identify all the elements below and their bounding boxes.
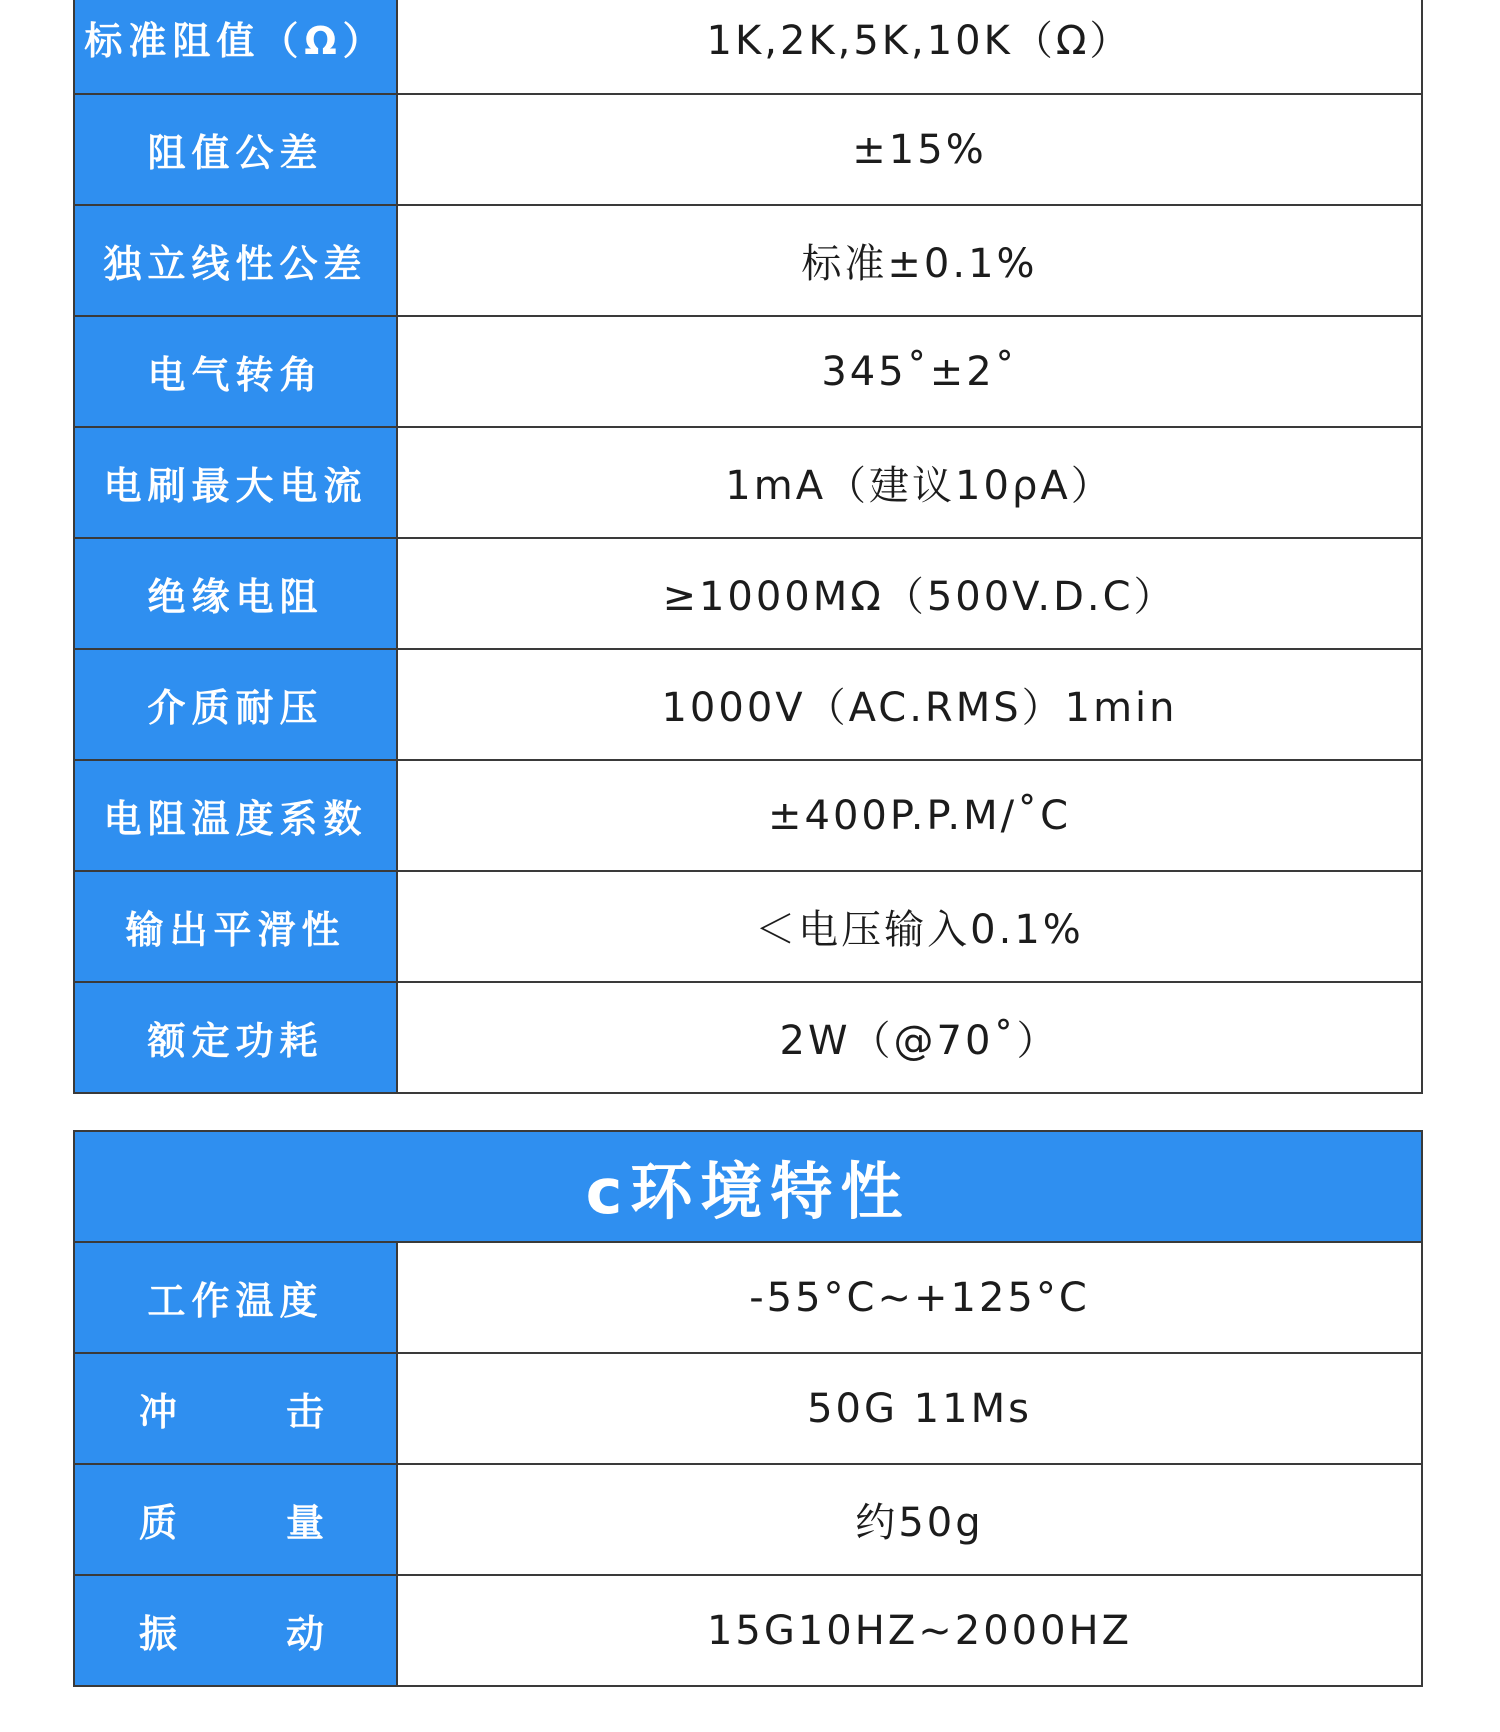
- row-label: [75, 1465, 398, 1574]
- table-row: [75, 426, 1421, 537]
- table-row: [75, 1352, 1421, 1463]
- electrical-spec-table: [73, 0, 1423, 1094]
- row-value: 15G10HZ~2000HZ: [706, 1607, 1133, 1654]
- row-label: 输出平滑性: [75, 872, 398, 981]
- row-value: ±400P.P.M/˚C: [768, 792, 1071, 839]
- row-label: 标准阻值（Ω）: [75, 0, 398, 93]
- row-label: 电阻温度系数: [75, 761, 398, 870]
- row-label-left: 质: [139, 1501, 178, 1545]
- row-label-right: 动: [285, 1612, 324, 1656]
- row-value: -55°C~+125°C: [749, 1274, 1090, 1321]
- table-row: [75, 759, 1421, 870]
- row-label: 工作温度: [75, 1243, 398, 1352]
- row-value: 1mA（建议10ρA）: [725, 463, 1114, 509]
- table-row: [75, 537, 1421, 648]
- row-label: 阻值公差: [75, 95, 398, 204]
- row-label-right: 击: [285, 1390, 324, 1434]
- row-label-left: 振: [139, 1612, 178, 1656]
- row-label-right: 量: [285, 1501, 324, 1545]
- table-row: [75, 315, 1421, 426]
- row-label: 介质耐压: [75, 650, 398, 759]
- row-label: 绝缘电阻: [75, 539, 398, 648]
- row-label: 电气转角: [75, 317, 398, 426]
- environment-spec-table: [73, 1130, 1423, 1687]
- row-value: 标准±0.1%: [801, 241, 1038, 287]
- row-value: ＜电压输入0.1%: [755, 907, 1084, 953]
- table-row: [75, 0, 1421, 93]
- table-row: [75, 1463, 1421, 1574]
- row-label: 电刷最大电流: [75, 428, 398, 537]
- row-value: ≥1000MΩ（500V.D.C）: [662, 574, 1177, 620]
- table-row: [75, 204, 1421, 315]
- table-row: [75, 870, 1421, 981]
- row-value: 345˚±2˚: [821, 348, 1018, 395]
- row-label-left: 冲: [139, 1390, 178, 1434]
- row-value: 1K,2K,5K,10K（Ω）: [706, 18, 1133, 64]
- row-label: 额定功耗: [75, 983, 398, 1092]
- row-value: 2W（@70˚）: [779, 1018, 1060, 1064]
- row-value: 1000V（AC.RMS）1min: [661, 685, 1178, 731]
- row-value: ±15%: [852, 126, 987, 173]
- row-label: [75, 1354, 398, 1463]
- row-value: 50G 11Ms: [807, 1385, 1032, 1432]
- table-row: [75, 1574, 1421, 1685]
- section-title: c环境特性: [75, 1132, 1421, 1241]
- table-row: [75, 1241, 1421, 1352]
- table-row: [75, 648, 1421, 759]
- row-label: [75, 1576, 398, 1685]
- table-row: [75, 981, 1421, 1092]
- row-label: 独立线性公差: [75, 206, 398, 315]
- table-row: [75, 93, 1421, 204]
- row-value: 约50g: [855, 1500, 984, 1546]
